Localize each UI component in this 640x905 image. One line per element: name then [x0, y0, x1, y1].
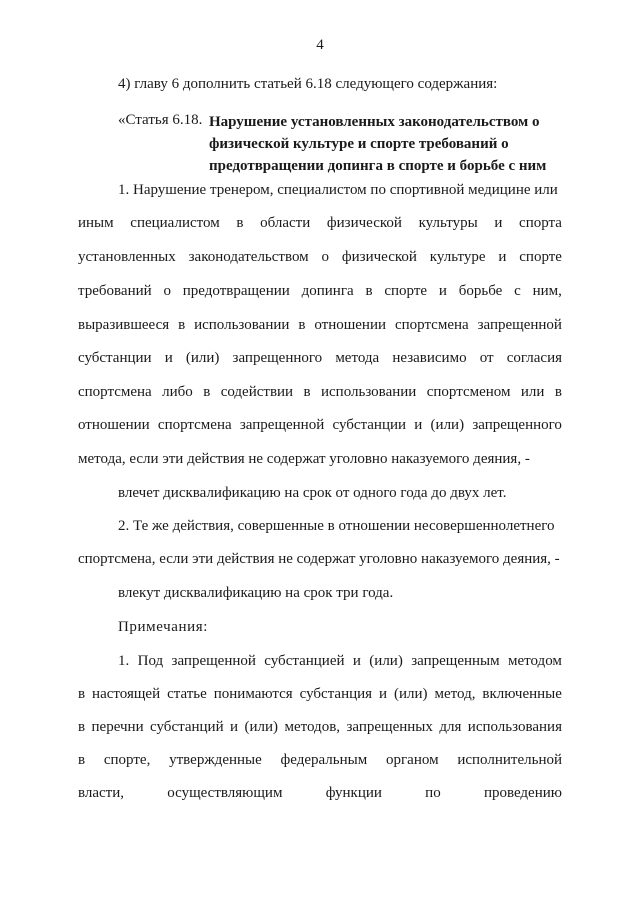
word: отношении [78, 417, 150, 433]
word: и [230, 719, 239, 735]
word: спортсмена [157, 417, 232, 433]
word: спортсмена [78, 384, 152, 400]
word: в [178, 317, 186, 333]
word: спорте [519, 249, 562, 265]
word: либо [162, 384, 193, 400]
word: в [303, 384, 311, 400]
word: в [365, 283, 373, 299]
article-title-line: Нарушение установленных законодательством о [209, 114, 540, 130]
paragraph-line [118, 652, 562, 670]
paragraph-line: метода, если эти действия не содержат уголовно наказуемого деяния, - [78, 451, 530, 467]
word: субстанций [150, 719, 224, 735]
word: отношении [314, 317, 387, 333]
word: о [163, 283, 171, 299]
word: (или) [394, 686, 428, 702]
word: осуществляющим [167, 785, 283, 801]
word: запрещенных [346, 719, 433, 735]
word: независимо [392, 350, 467, 366]
word: в [78, 719, 86, 735]
paragraph-line [78, 751, 562, 769]
word: предотвращении [182, 283, 290, 299]
word: области [260, 215, 311, 231]
word: борьбе [458, 283, 503, 299]
article-title [209, 111, 546, 177]
word: 1. [118, 653, 130, 669]
word: спорте, [103, 752, 151, 768]
paragraph-line [78, 718, 562, 736]
word: использования [467, 719, 562, 735]
word: в [78, 752, 86, 768]
paragraph-line [78, 214, 562, 232]
paragraph-line [78, 784, 562, 802]
word: физической [341, 249, 417, 265]
sanction-text: влекут дисквалификацию на срок три года. [118, 585, 394, 601]
word: методом [507, 653, 562, 669]
word: исполнительной [457, 752, 562, 768]
word: (или) [369, 653, 403, 669]
word: субстанции [78, 350, 152, 366]
word: власти, [78, 785, 125, 801]
word: методов, [284, 719, 341, 735]
word: субстанции [332, 417, 407, 433]
word: культуре [429, 249, 486, 265]
word: в [236, 215, 244, 231]
word: законодательством [188, 249, 309, 265]
word: федеральным [280, 752, 368, 768]
word: включенные [482, 686, 562, 702]
word: и [438, 283, 447, 299]
word: физической [326, 215, 402, 231]
word: в [78, 686, 86, 702]
word: (или) [244, 719, 279, 735]
paragraph-line [78, 383, 562, 401]
word: метод, [434, 686, 476, 702]
word: установленных [78, 249, 176, 265]
word: спортсмена [394, 317, 469, 333]
word: с [514, 283, 521, 299]
word: для [439, 719, 462, 735]
paragraph-line [78, 316, 562, 334]
article-label: «Статья 6.18. [118, 112, 203, 128]
word: Под [137, 653, 164, 669]
paragraph-line: спортсмена, если эти действия не содержат уголовно наказуемого деяния, - [78, 551, 560, 567]
word: и [352, 653, 361, 669]
word: выразившееся [78, 317, 170, 333]
word: согласия [506, 350, 562, 366]
word: по [425, 785, 441, 801]
paragraph-line [78, 248, 562, 266]
notes-heading: Примечания: [118, 619, 209, 635]
word: спорта [519, 215, 562, 231]
word: и [164, 350, 173, 366]
word: запрещенной [477, 317, 562, 333]
word: запрещенного [232, 350, 323, 366]
word: от [479, 350, 494, 366]
word: субстанцией [264, 653, 345, 669]
word: и [379, 686, 388, 702]
amendment-intro: 4) главу 6 дополнить статьей 6.18 следующего содержания: [118, 76, 498, 92]
word: субстанция [299, 686, 373, 702]
word: или [520, 384, 545, 400]
word: в [298, 317, 306, 333]
word: иным [78, 215, 114, 231]
word: в [554, 384, 562, 400]
article-title-line: предотвращении допинга в спорте и борьбе с ним [209, 158, 547, 174]
word: статье [167, 686, 207, 702]
paragraph-line [78, 416, 562, 434]
word: понимаются [213, 686, 293, 702]
word: использовании [194, 317, 290, 333]
word: и [414, 417, 423, 433]
word: в [203, 384, 211, 400]
article-title-line: физической культуре и спорте требований о [209, 136, 509, 152]
word: запрещенной [171, 653, 256, 669]
word: запрещенным [411, 653, 500, 669]
word: настоящей [92, 686, 161, 702]
word: специалистом [130, 215, 220, 231]
word: содействии [220, 384, 294, 400]
word: запрещенной [239, 417, 325, 433]
paragraph-line: 2. Те же действия, совершенные в отношении несовершеннолетнего [118, 518, 555, 534]
word: (или) [430, 417, 465, 433]
word: допинга [301, 283, 354, 299]
word: культуры [418, 215, 478, 231]
word: (или) [185, 350, 220, 366]
paragraph-line [78, 349, 562, 367]
sanction-text: влечет дисквалификацию на срок от одного года до двух лет. [118, 485, 507, 501]
word: о [321, 249, 330, 265]
word: запрещенного [472, 417, 562, 433]
word: проведению [483, 785, 562, 801]
paragraph-line: 1. Нарушение тренером, специалистом по спортивной медицине или [118, 182, 558, 198]
word: ним, [532, 283, 562, 299]
word: спорте [384, 283, 428, 299]
word: органом [386, 752, 439, 768]
paragraph-line [78, 685, 562, 703]
word: утвержденные [169, 752, 262, 768]
word: спортсменом [426, 384, 511, 400]
paragraph-line [78, 282, 562, 300]
word: требований [78, 283, 152, 299]
word: функции [325, 785, 382, 801]
page-number: 4 [316, 37, 324, 53]
word: перечни [91, 719, 144, 735]
word: использовании [321, 384, 417, 400]
word: метода [335, 350, 380, 366]
word: и [494, 215, 503, 231]
word: и [498, 249, 507, 265]
